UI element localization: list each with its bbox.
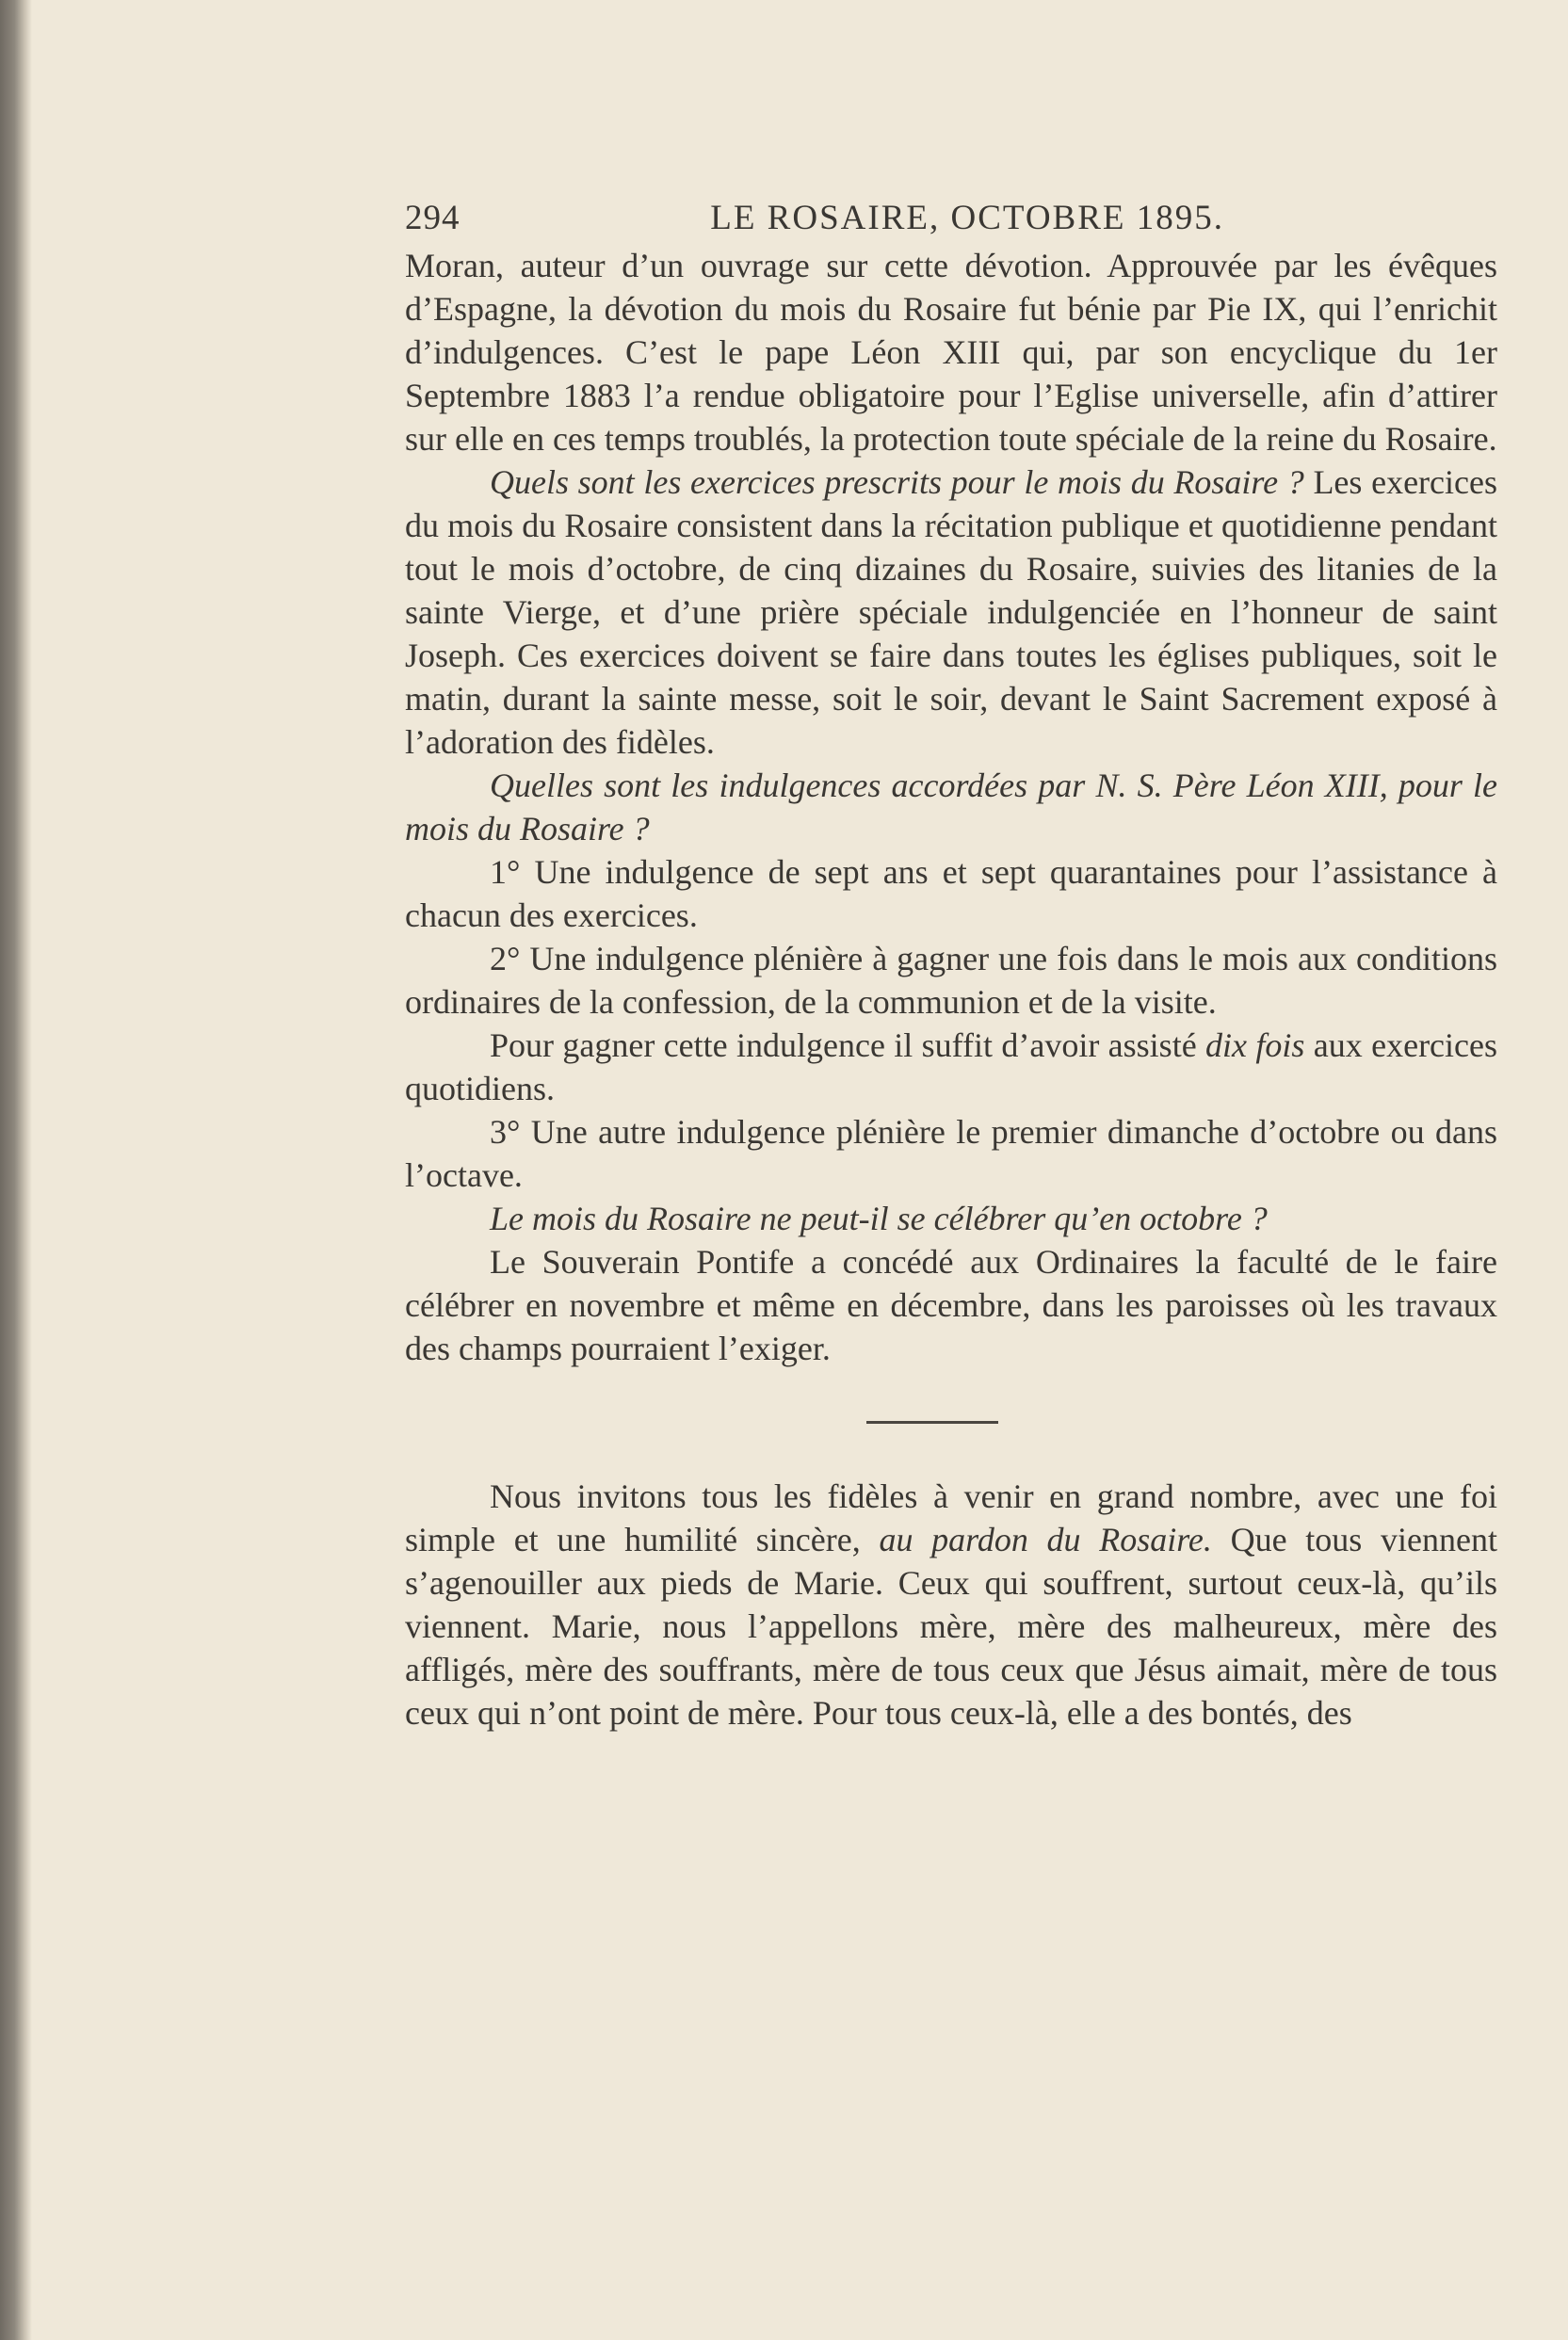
page-number: 294 <box>405 199 461 237</box>
answer-exercises: Les exercices du mois du Rosaire consistent dans la récitation publique et quotidienne pendant tout le mois d’octobre, de cinq dizaines du Rosaire, suivies des litanies de la sainte Vierge, et d’une prière spéciale indulgenciée en l’honneur de saint Joseph. Ces exercices doivent se faire dans toutes les églises publiques, soit le matin, durant la sainte messe, soit le soir, devant le Saint Sacrement exposé à l’adoration des fidèles. <box>405 463 1497 761</box>
question-indulgences: Quelles sont les indulgences accordées par N. S. Père Léon XIII, pour le mois du Rosaire ? <box>405 767 1497 847</box>
invitation-text-end: Que tous viennent s’agenouiller aux pieds de Marie. Ceux qui souffrent, surtout ceux-là, qu’ils viennent. Marie, nous l’appellons mère, mère des malheureux, mère des affligés, mère des souffrants, mère de tous ceux que Jésus aimait, mère de tous ceux qui n’ont point de mère. Pour tous ceux-là, elle a des bontés, des <box>405 1521 1497 1732</box>
paragraph-invitation <box>405 1475 1497 1735</box>
invitation-text-start: Nous invitons tous les fidèles à venir en grand nombre, avec une foi simple et une humilité sincère, <box>405 1477 1497 1558</box>
invitation-emphasis: au pardon du Rosaire. <box>879 1521 1212 1558</box>
page-header <box>405 198 1497 238</box>
question-answer-exercises <box>405 460 1497 764</box>
condition-text-start: Pour gagner cette indulgence il suffit d’avoir assisté <box>490 1026 1206 1064</box>
indulgence-item-3: 3° Une autre indulgence plénière le premier dimanche d’octobre ou dans l’octave. <box>405 1113 1497 1194</box>
question-october: Le mois du Rosaire ne peut-il se célébrer qu’en octobre ? <box>490 1200 1268 1237</box>
indulgence-condition <box>405 1024 1497 1110</box>
condition-text-end: aux exercices quotidiens. <box>405 1026 1498 1107</box>
page-body <box>405 198 1497 1735</box>
condition-emphasis: dix fois <box>1205 1026 1305 1064</box>
answer-october: Le Souverain Pontife a concédé aux Ordinaires la faculté de le faire célébrer en novembre et même en décembre, dans les paroisses où les travaux des champs pourraient l’exiger. <box>405 1243 1497 1367</box>
section-divider <box>866 1421 998 1424</box>
question-exercises: Quels sont les exercices prescrits pour le mois du Rosaire ? <box>490 463 1304 501</box>
indulgence-item-1: 1° Une indulgence de sept ans et sept quarantaines pour l’assistance à chacun des exercices. <box>405 853 1497 934</box>
indulgence-item-2: 2° Une indulgence plénière à gagner une fois dans le mois aux conditions ordinaires de la confession, de la communion et de la visite. <box>405 940 1497 1021</box>
running-title: LE ROSAIRE, OCTOBRE 1895. <box>710 199 1224 237</box>
paragraph-history: Moran, auteur d’un ouvrage sur cette dévotion. Approuvée par les évêques d’Espagne, la dévotion du mois du Rosaire fut bénie par Pie IX, qui l’enrichit d’indulgences. C’est le pape Léon XIII qui, par son encyclique du 1er Septembre 1883 l’a rendue obligatoire pour l’Eglise universelle, afin d’attirer sur elle en ces temps troublés, la protection toute spéciale de la reine du Rosaire. <box>405 247 1497 458</box>
book-spine-shadow <box>0 0 32 2340</box>
